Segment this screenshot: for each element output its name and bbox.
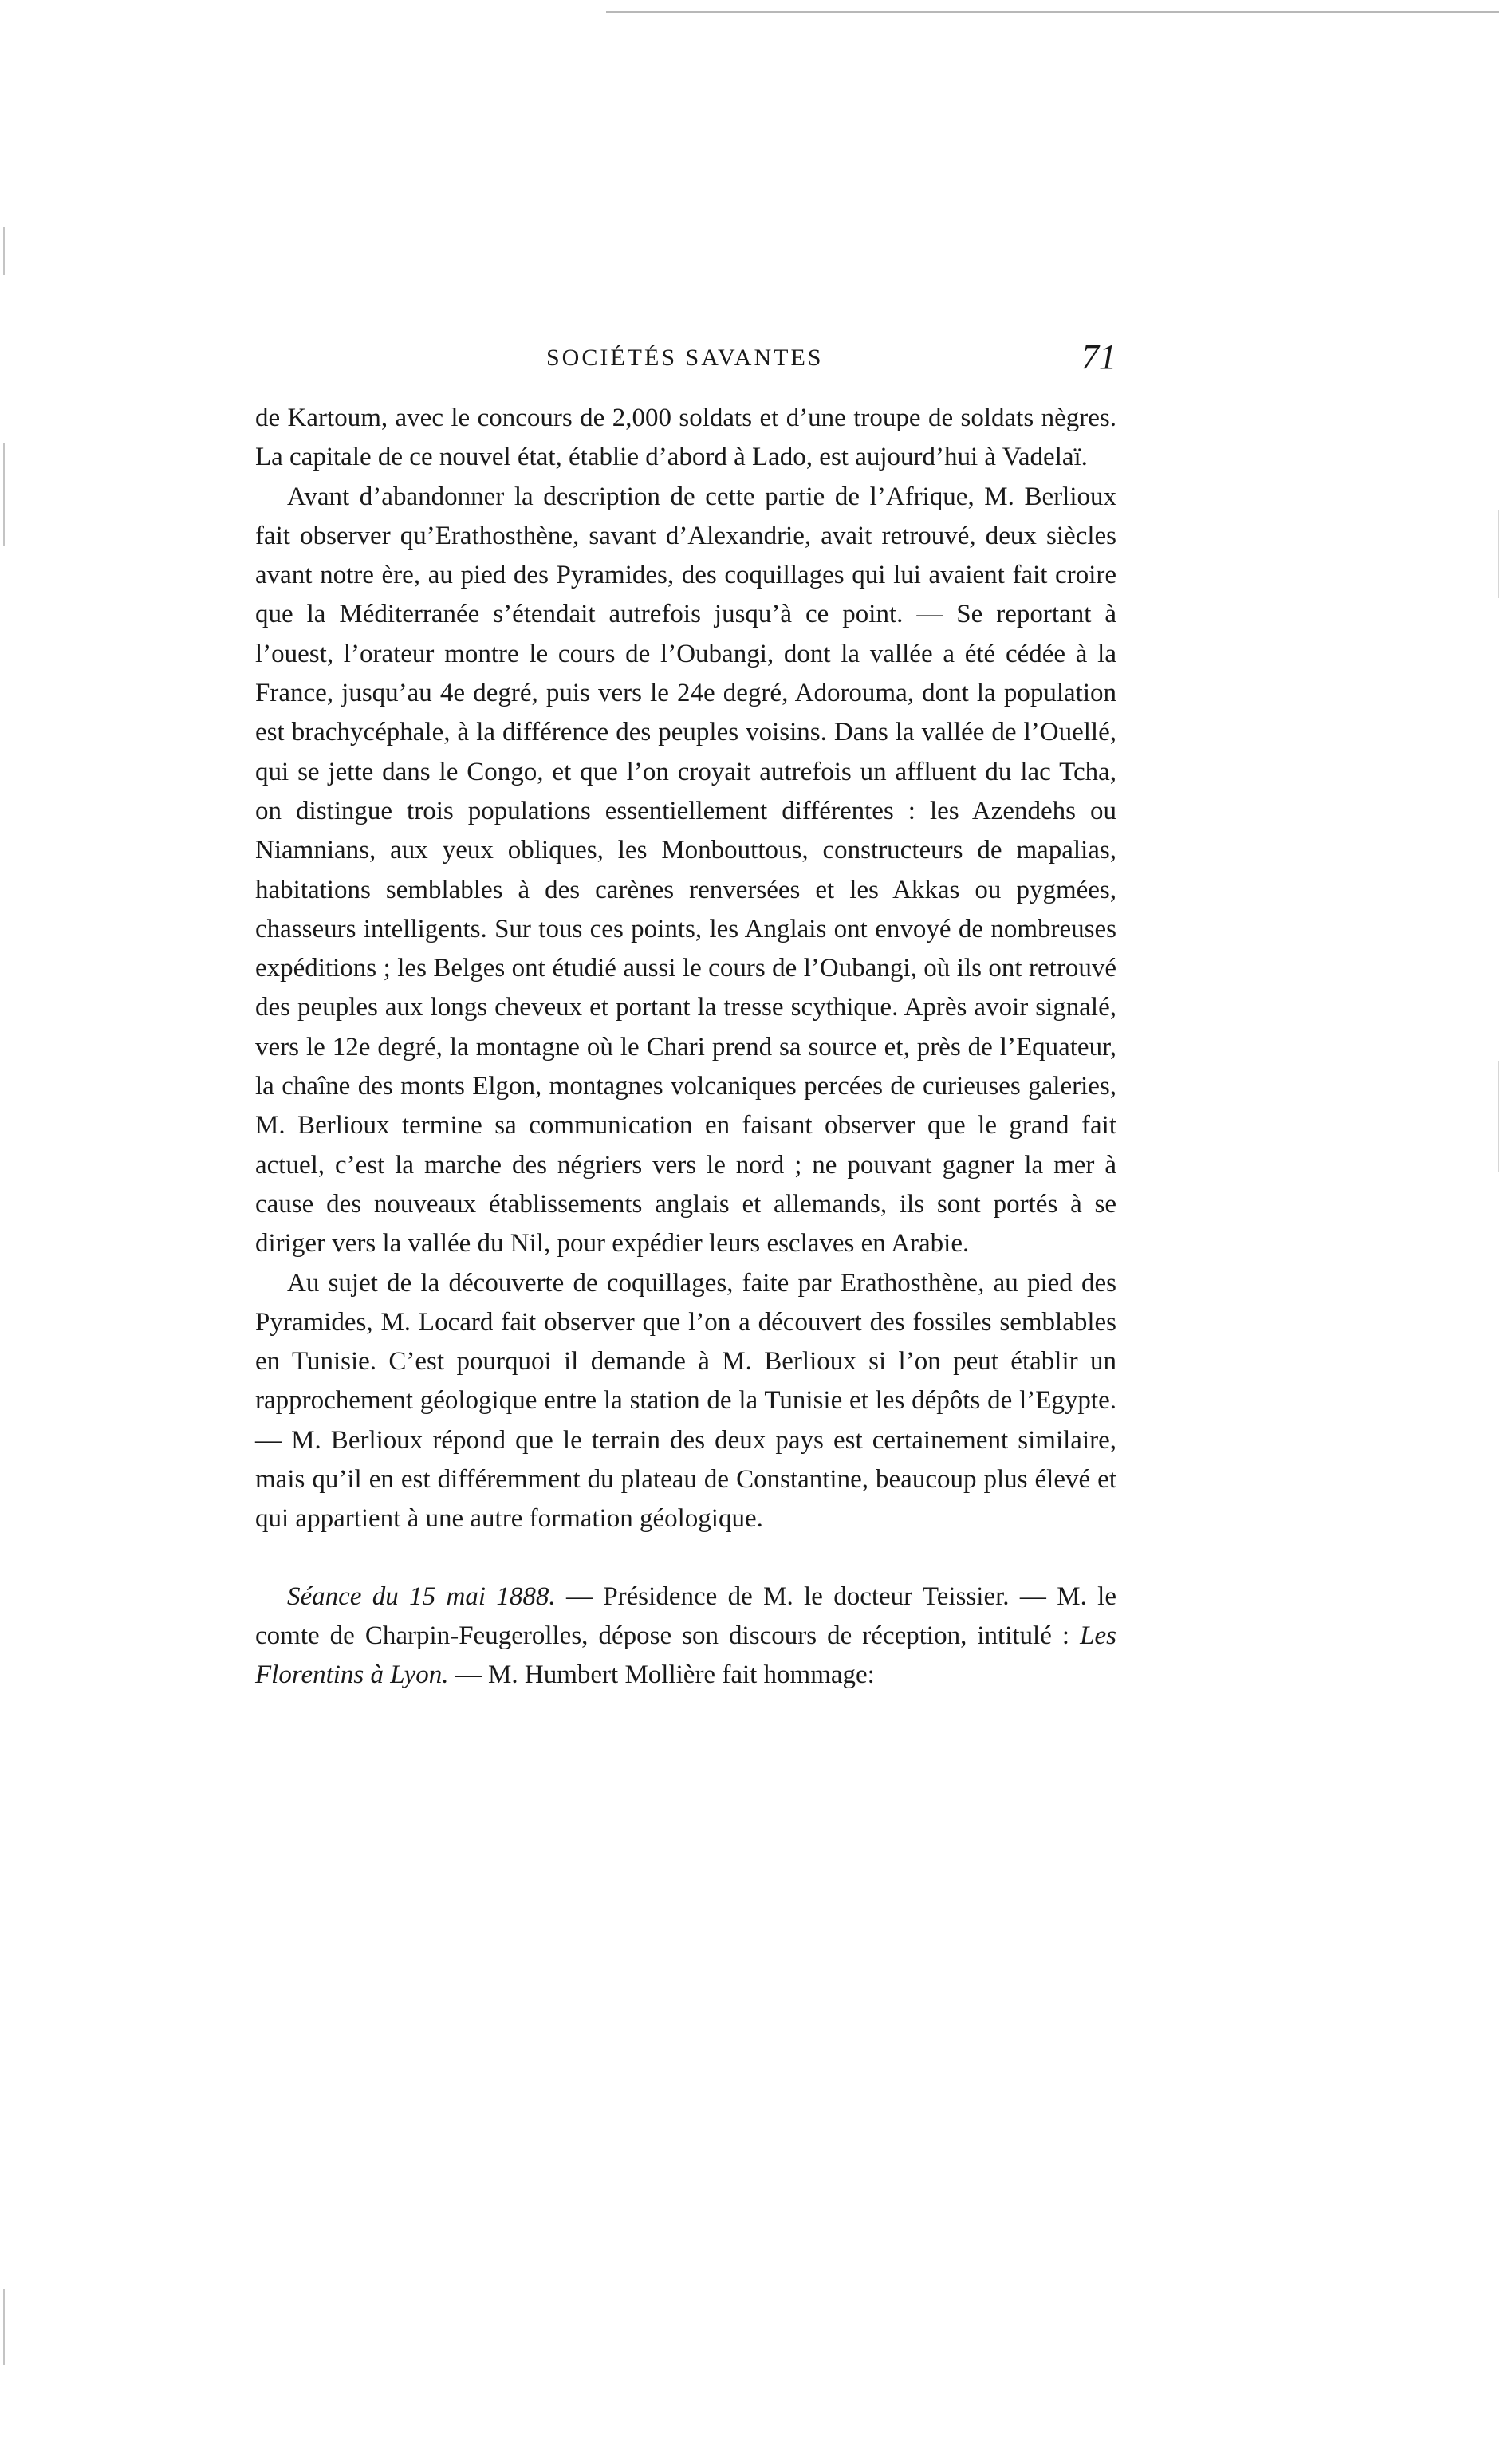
paragraph-continuation: de Kartoum, avec le concours de 2,000 soldats et d’une troupe de soldats nègres. La capitale de ce nouvel état, établie d’abord à Lado, est aujourd’hui à Vadelaï.	[255, 404, 1116, 472]
seance-text-end: — M. Humbert Mollière fait hommage:	[448, 1660, 875, 1690]
scan-artifact	[3, 443, 5, 546]
paragraph-locard-question: Au sujet de la découverte de coquillages, faite par Erathosthène, au pied des Pyramides, M. Locard fait observer que l’on a découvert des fossiles semblables en Tunisie. C’est pourquoi il demande à M. Berlioux si l’on peut établir un rapprochement géologique entre la station de la Tunisie et les dépôts de l’Egypte. — M. Berlioux répond que le terrain des deux pays est certainement similaire, mais qu’il en est différemment du plateau de Constantine, beaucoup plus élevé et qui appartient à une autre formation géologique.	[255, 1268, 1116, 1534]
page-number: 71	[1081, 337, 1116, 376]
paragraph-seance	[255, 1578, 1116, 1696]
scan-artifact	[1498, 1061, 1499, 1172]
scan-artifact	[3, 2289, 5, 2365]
scan-artifact	[1498, 510, 1499, 598]
book-title: Les Florentins à Lyon.	[255, 1621, 1116, 1690]
running-head	[255, 337, 1116, 384]
running-title: SOCIÉTÉS SAVANTES	[546, 345, 824, 371]
scan-artifact	[3, 227, 5, 275]
scan-edge-line	[606, 11, 1499, 13]
paragraph-berlioux-africa: Avant d’abandonner la description de cette partie de l’Afrique, M. Berlioux fait observer qu’Erathosthène, savant d’Alexandrie, avait retrouvé, deux siècles avant notre ère, au pied des Pyramides, des coquillages qui lui avaient fait croire que la Méditerranée s’étendait autrefois jusqu’à ce point. — Se reportant à l’ouest, l’orateur montre le cours de l’Oubangi, dont la vallée a été cédée à la France, jusqu’au 4e degré, puis vers le 24e degré, Adorouma, dont la population est brachycéphale, à la différence des peuples voisins. Dans la vallée de l’Ouellé, qui se jette dans le Congo, et que l’on croyait autrefois un affluent du lac Tcha, on distingue trois populations essentiellement différentes : les Azendehs ou Niamnians, aux yeux obliques, les Monbouttous, constructeurs de mapalias, habitations semblables à des carènes renversées et les Akkas ou pygmées, chasseurs intelligents. Sur tous ces points, les Anglais ont envoyé de nombreuses expéditions ; les Belges ont étudié aussi le cours de l’Oubangi, où ils ont retrouvé des peuples aux longs cheveux et portant la tresse scythique. Après avoir signalé, vers le 12e degré, la montagne où le Chari prend sa source et, près de l’Equateur, la chaîne des monts Elgon, montagnes volcaniques percées de curieuses galeries, M. Berlioux termine sa communication en faisant observer que le grand fait actuel, c’est la marche des négriers vers le nord ; ne pouvant gagner la mer à cause des nouveaux établissements anglais et allemands, ils sont portés à se diriger vers la vallée du Nil, pour expédier leurs esclaves en Arabie.	[255, 482, 1116, 1259]
body-text	[255, 399, 1116, 1696]
seance-date: Séance du 15 mai 1888.	[287, 1582, 556, 1611]
seance-text: — Présidence de M. le docteur Teissier. — M. le comte de Charpin-Feugerolles, dépose son discours de réception, intitulé :	[255, 1582, 1116, 1650]
